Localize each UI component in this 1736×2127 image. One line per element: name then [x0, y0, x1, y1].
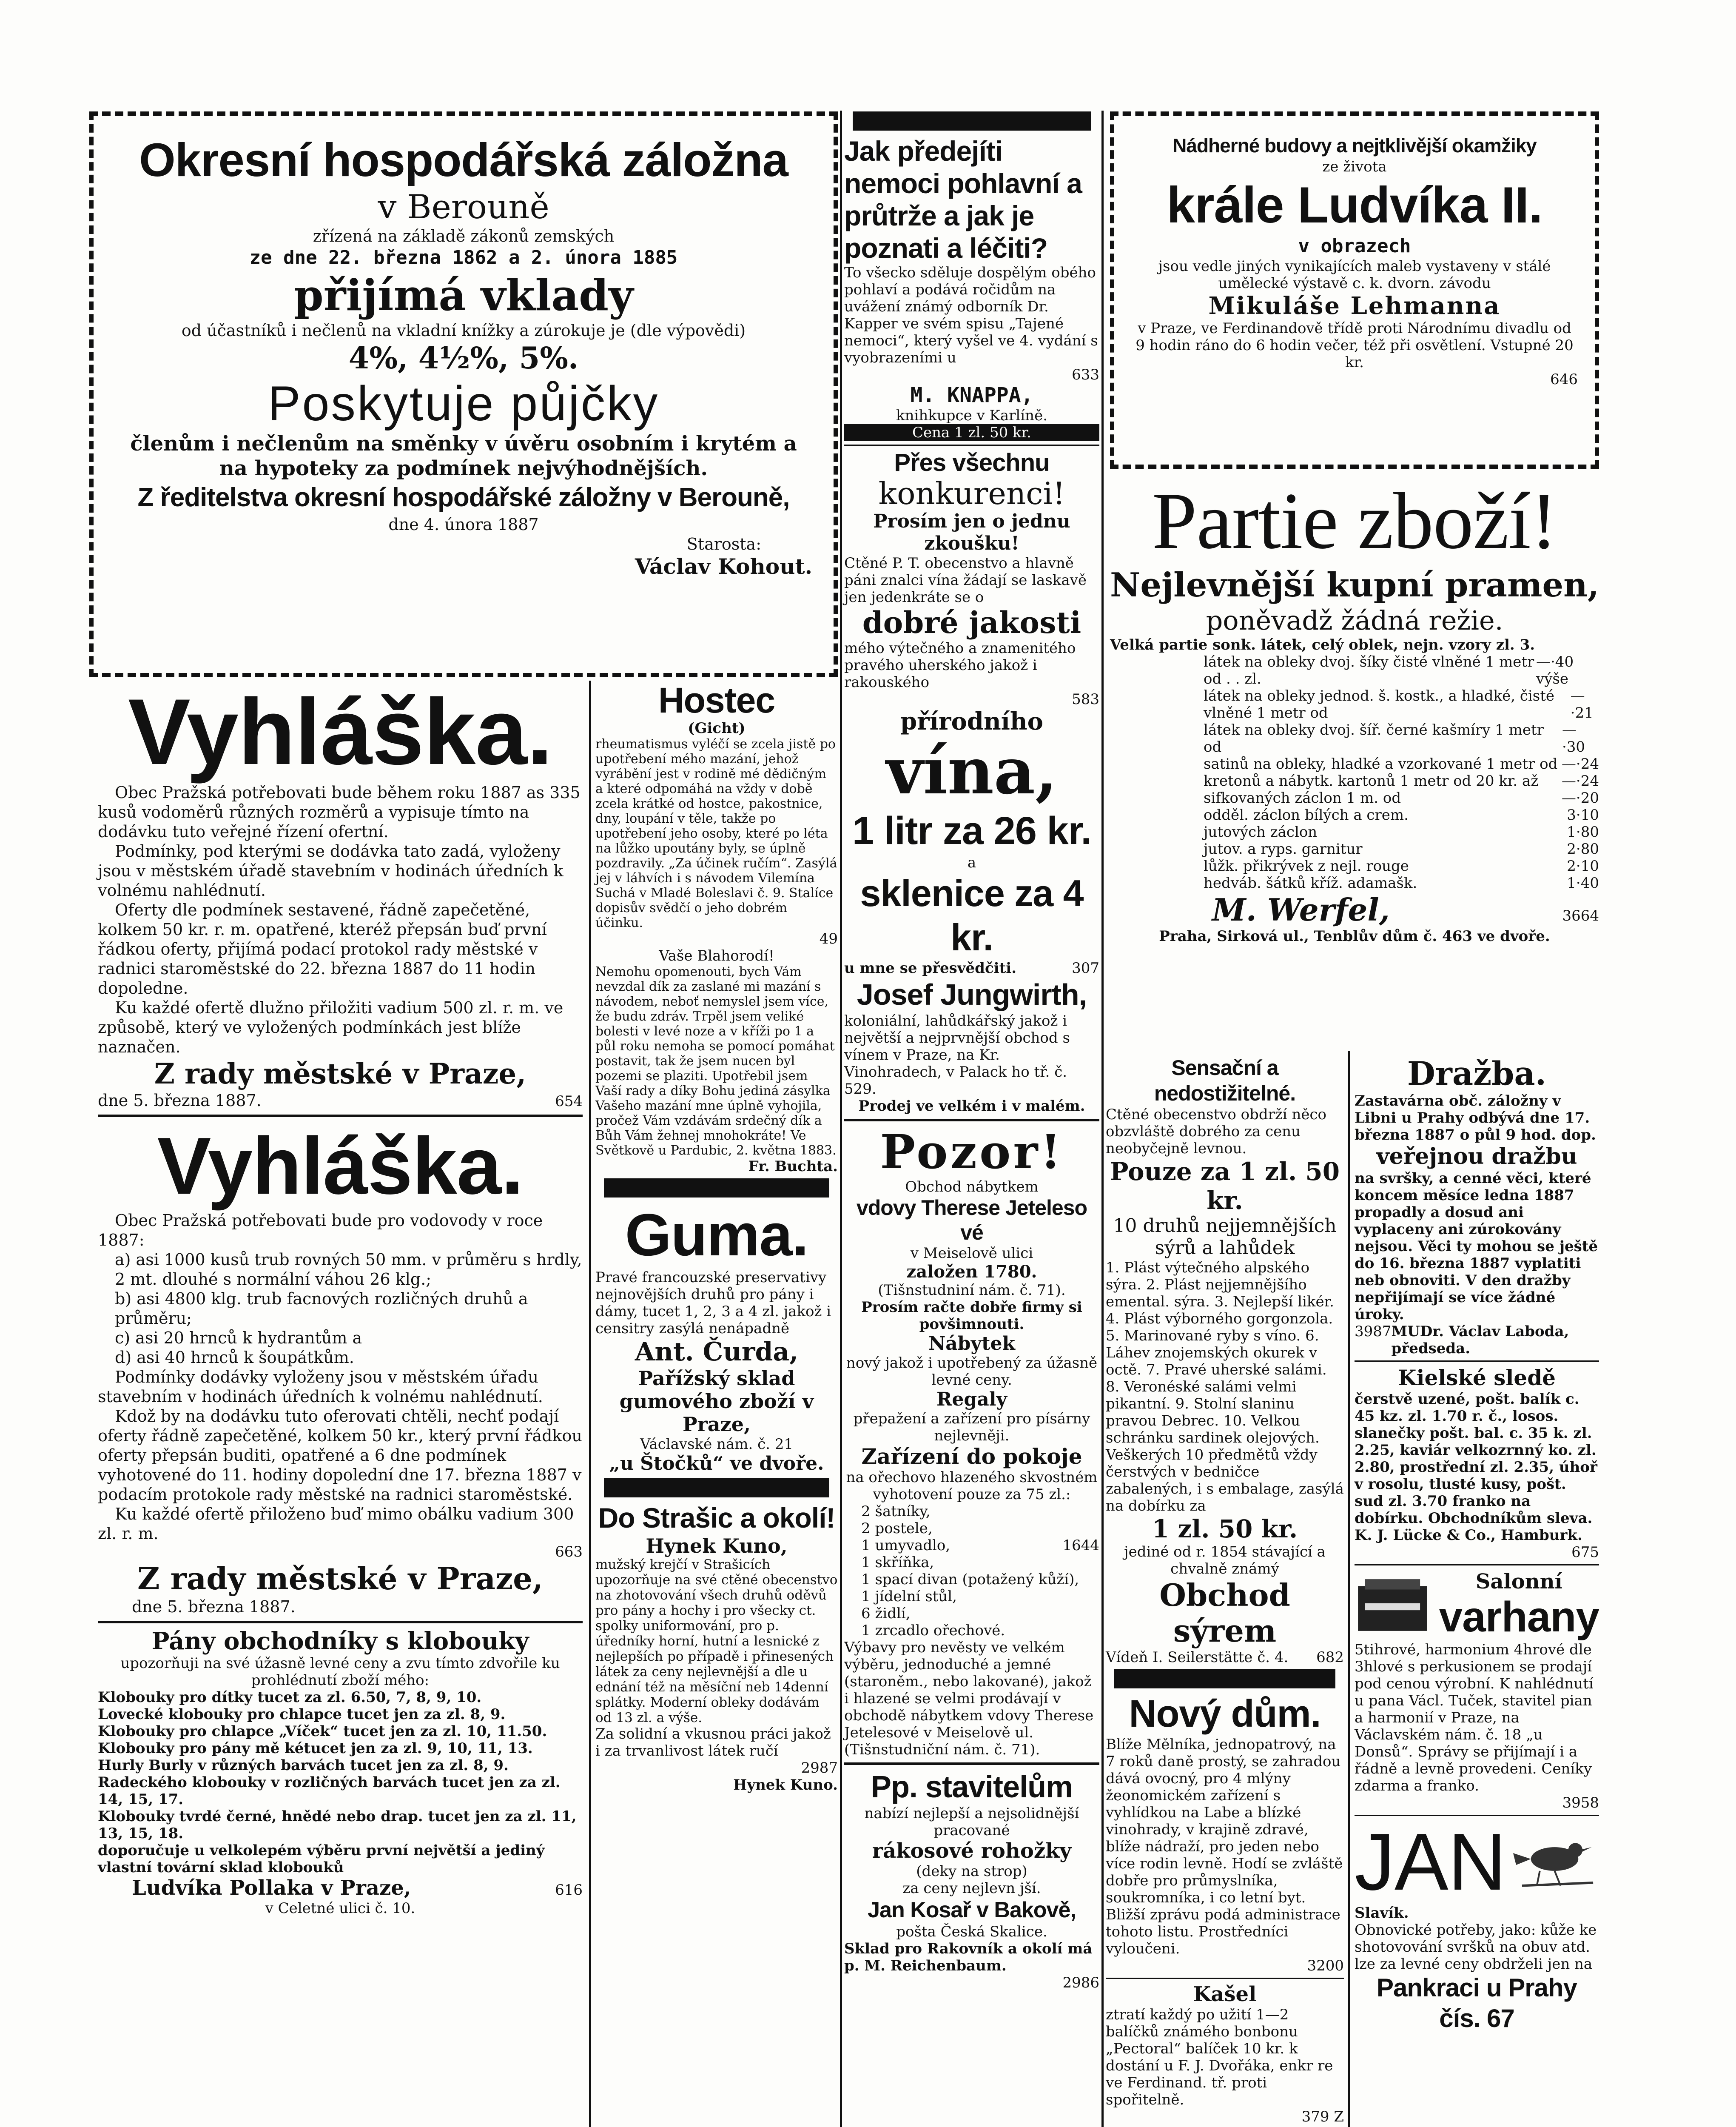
partie-sub: Nejlevnější kupní pramen, [1110, 566, 1599, 604]
stavitelum-body: nabízí nejlepší a nejsolidnější pracované [864, 1805, 1079, 1839]
decorative-bar [604, 1178, 829, 1198]
sledi-title: Kielské sledě [1398, 1365, 1556, 1390]
column-3 [844, 111, 1099, 1991]
ludvik-body: jsou vedle jiných vynikajících maleb vystaveny v stálé umělecké výstavě c. k. dvorn. závodu [1158, 258, 1551, 292]
klobouky-intro: upozorňuji na své úžasně levné ceny a zvu tímto zdvořile ku prohlédnutí zboží mého: [120, 1655, 560, 1689]
partie-row-price: 2·80 [1567, 841, 1599, 858]
stavitelum-store: Sklad pro Rakovník a okolí má p. M. Reichenbaum. [844, 1940, 1093, 1974]
stavitelum-desc: (deky na strop) [916, 1863, 1027, 1880]
drazba-signed: MUDr. Václav Laboda, předseda. [1391, 1323, 1569, 1357]
pozor-num: 1644 [1062, 1537, 1099, 1554]
strasice-body: mužský krejčí v Strašicích upozorňuje na své ctěné obecenstvo na zhotovování všech druhů oděvů pro pány a hochy i pro všecky ct. spolky uniformování, pro p. úředníky horní, hutní a lesnické z nejlepších po případě i přinesených látek za ceny nejlevnější a dle u ednání též na měsíční neb 14denní splátky. Moderní obleky dodávám od 13 zl. a výše. [595, 1557, 838, 1725]
partie-row-text: látek na obleky jednod. š. kostk., a hladké, čisté vlněné 1 metr od [1204, 687, 1554, 721]
vyhlaska2-body1: Podmínky dodávky vyloženy jsou v městském úřadu stavebním v hodinách úředních k volnému nahlédnutí. [98, 1368, 543, 1406]
partie-row [1110, 841, 1599, 858]
pozor-zarizeni: Zařízení do pokoje [861, 1444, 1082, 1469]
klobouky-line: Klobouky pro pány mě kétucet jen za zl. 9, 10, 11, 13. [98, 1740, 533, 1757]
jan-title: JAN [1355, 1817, 1506, 1907]
pohlavni-firm2: knihkupce v Karlíně. [896, 407, 1048, 424]
pozor-firm: vdovy Therese Jeteleso vé [856, 1196, 1087, 1244]
pozor-zarizeni-text: na ořechovo hlazeného skvostném vyhotovení pouze za 75 zl.: [846, 1469, 1098, 1503]
hostec-letter: Nemohu opomenouti, bych Vám nevzdal dík za zaslané mi mazání s návodem, neboť nemyslel jsem více, že budu zdráv. Trpěl jsem veliké bolesti v levé noze a v kříži po 1 a půl roku nemoha se pomocí pomáhat postavit, tak že jsem nucen byl pozemi se plaziti. Upotřebil jsem Vaší rady a díky Bohu jediná zásylka Vašeho mazání mne úplně vyhojila, pročež Vám vzdávám srdečný dík a Bůh Vám žehnej mnohokráte! Ve Světkově u Pardubic, 2. května 1883. [595, 964, 837, 1158]
pozor-regaly-text: přepažení a zařízení pro písárny nejlevněji. [853, 1410, 1090, 1444]
column-rule [1348, 1051, 1350, 2127]
pohlavni-firm: M. KNAPPA, [910, 383, 1033, 407]
column-rule [1101, 111, 1104, 2127]
ludvik-num: 646 [1550, 371, 1578, 388]
partie-num: 3664 [1562, 907, 1599, 924]
vyhlaska1-num: 654 [555, 1093, 583, 1110]
pozor-addr: (Tišnstudniní nám. č. 71). [878, 1282, 1066, 1299]
divider [844, 1762, 1099, 1765]
strasice-note: Za solidní a vkusnou práci jakož i za trvanlivost látek ručí [595, 1725, 831, 1759]
partie-row-price: —·24 [1561, 773, 1599, 790]
pozor-nabytek-text: nový jakož i upotřebený za úžasně levné ceny. [846, 1354, 1098, 1389]
decorative-bar [853, 111, 1091, 131]
vina-a: a [967, 854, 976, 871]
okresni-dates: ze dne 22. března 1862 a 2. února 1885 [249, 247, 678, 268]
vyhlaska2-num: 663 [555, 1543, 583, 1560]
harmonium-illustration [1355, 1569, 1430, 1641]
partie-row [1110, 653, 1599, 687]
guma-firm2: Pařížský sklad gumového zboží v Praze, [619, 1367, 814, 1436]
vyhlaska2-signed: Z rady městské v Praze, [137, 1560, 543, 1597]
partie-row [1110, 756, 1599, 773]
vina-head2: konkurenci! [878, 476, 1065, 511]
partie-row-text: satinů na obleky, hladké a vzorkované 1 metr od [1204, 756, 1558, 773]
partie-row [1110, 721, 1599, 756]
stavitelum-firm: Jan Kosař v Bakově, [868, 1898, 1076, 1922]
pozor-founded: založen 1780. [906, 1262, 1037, 1282]
partie-title: Partie zboží! [1152, 476, 1557, 566]
vyhlaska1-body3: Oferty dle podmínek sestavené, řádně zapečetěné, kolkem 50 kr. r. m. opatřené, kteréž přepsán buď první řádkou oferty, přijímá podací protokol rady městské v radnici staroměstské do 22. března 1887 do 11 hodin dopoledne. [98, 901, 547, 998]
vyhlaska2-item: c) asi 20 hrnců k hydrantům a [115, 1329, 362, 1347]
klobouky-address: v Celetné ulici č. 10. [265, 1900, 416, 1917]
pozor-item: 2 šatníky, [861, 1503, 931, 1520]
divider [844, 1119, 1099, 1121]
okresni-zalozna-ad [89, 111, 838, 677]
pozor-firm-intro: Obchod nábytkem [905, 1178, 1039, 1195]
pozor-plea: Prosím račte dobře firmy si povšimnouti. [861, 1299, 1082, 1333]
okresni-founded: zřízená na základě zákonů zemských [313, 227, 615, 245]
stavitelum-title: Pp. stavitelům [871, 1770, 1073, 1804]
partie-row-price: —·30 [1562, 721, 1585, 756]
okresni-accepts: přijímá vklady [293, 270, 634, 320]
ludvik-ad [1110, 111, 1599, 469]
partie-reason: poněvadž žádná režie. [1206, 605, 1503, 636]
strasice-num: 2987 [801, 1759, 838, 1776]
divider [1355, 1815, 1599, 1816]
stavitelum-product: rákosové rohožky [872, 1839, 1072, 1863]
guma-body: Pravé francouzské preservativy nejnovějších druhů pro pány i dámy, tucet 1, 2, 3 a 4 zl. jakož i censitry zasýlá nenápadně [595, 1269, 831, 1337]
vyhlaska1-body4: Ku každé ofertě dlužno přiložiti vadium 500 zl. r. m. ve způsobě, který ve vyložených podmínkách jest blíže naznačen. [98, 998, 563, 1056]
syry-kinds: 10 druhů nejjemnějších sýrů a lahůdek [1113, 1215, 1337, 1259]
okresni-loans-text: členům i nečlenům na směnky v úvěru osobním i krytém a na hypoteky za podmínek nejvýhodnějších. [130, 432, 797, 480]
pozor-street: v Meiselově ulici [910, 1245, 1033, 1262]
divider [98, 1115, 583, 1117]
partie-row-text: jutových záclon [1204, 824, 1318, 841]
vyhlaska1-title: Vyhláška. [128, 679, 552, 784]
syry-num: 682 [1316, 1649, 1344, 1666]
pozor-item: 1 skříňka, [861, 1554, 934, 1571]
hostec-sub: (Gicht) [688, 720, 746, 737]
divider [844, 445, 1099, 446]
vyhlaska2-item: d) asi 40 hrnců k šoupátkům. [115, 1348, 354, 1367]
vyhlaska2-intro: Obec Pražská potřebovati bude pro vodovody v roce 1887: [98, 1211, 543, 1249]
ludvik-king: krále Ludvíka II. [1167, 177, 1542, 234]
drazba-num: 3987 [1355, 1323, 1392, 1340]
stavitelum-num: 2986 [1062, 1974, 1099, 1991]
partie-row-price: 3·10 [1567, 807, 1599, 824]
vina-glass: sklenice za 4 kr. [860, 872, 1084, 958]
pohlavni-title: Jak předejíti nemoci pohlavní a průtrže a jak je poznati a léčiti? [844, 135, 1082, 264]
drazba-public: veřejnou dražbu [1376, 1143, 1577, 1169]
strasice-signed: Hynek Kuno. [733, 1776, 838, 1793]
partie-row-text: hedváb. šátků kříž. adamašk. [1204, 875, 1417, 892]
klobouky-line: Klobouky pro dítky tucet za zl. 6.50, 7, 8, 9, 10. [98, 1689, 482, 1706]
ludvik-pictures: v obrazech [1298, 235, 1411, 257]
syry-body: Ctěné obecenstvo obdrží něco obzvláště dobrého za cenu neobyčejně levnou. [1106, 1106, 1327, 1157]
jan-body: Obnovické potřeby, jako: kůže ke shotovování svršků na obuv atd. lze za levné ceny obdrželi jen na [1355, 1922, 1597, 1973]
column-2 [595, 681, 838, 1793]
ludvik-firm: Mikuláše Lehmanna [1208, 292, 1501, 320]
dum-body: Blíže Mělníka, jednopatrový, na 7 roků daně prostý, se zahradou dává ovocný, pro 4 mlýny žeonomickém zařízení s vyhlídkou na Labe a blízké vinohrady, v krajině zdravé, blíže nádraží, pro jeden nebo více rodin levně. Hodí se zvláště dobře pro průmyslníka, soukromníka, i co letní byt. Bližší zprávu podá administrace tohoto listu. Prostředníci vyloučeni. [1106, 1736, 1343, 1957]
pozor-title: Pozor! [880, 1124, 1064, 1179]
pohlavni-num: 633 [1072, 366, 1099, 383]
sledi-num: 675 [1571, 1544, 1599, 1561]
hostec-signed: Fr. Buchta. [748, 1158, 838, 1175]
ludvik-sub: ze života [1322, 158, 1387, 175]
column-5 [1355, 1055, 1599, 2034]
vyhlaska1-date: dne 5. března 1887. [98, 1091, 262, 1110]
syry-price2: 1 zl. 50 kr. [1152, 1514, 1298, 1543]
okresni-starosta: Václav Kohout. [635, 554, 812, 579]
klobouky-line: Klobouky pro chlapce „Víček“ tucet jen za zl. 10, 11.50. [98, 1723, 547, 1740]
divider [1355, 1564, 1599, 1565]
nightingale-bird-icon [1510, 1819, 1599, 1905]
ludvik-title: Nádherné budovy a nejtklivější okamžiky [1173, 134, 1537, 157]
okresni-rates: 4%, 4½%, 5%. [348, 340, 579, 376]
syry-firm: Obchod sýrem [1159, 1577, 1290, 1649]
syry-price: Pouze za 1 zl. 50 kr. [1110, 1157, 1340, 1215]
pozor-item: 1 jídelní stůl, [861, 1588, 957, 1605]
vina-num: 583 [1072, 691, 1099, 708]
ludvik-body2: v Praze, ve Ferdinandově třídě proti Národnímu divadlu od 9 hodin ráno do 6 hodin večer, též při osvětlení. Vstupné 20 kr. [1136, 320, 1574, 371]
column-1 [98, 681, 583, 1917]
guma-house: „u Štočků“ ve dvoře. [609, 1453, 824, 1474]
klobouky-title: Pány obchodníky s klobouky [151, 1627, 529, 1655]
vina-num2: 307 [1072, 960, 1099, 977]
pozor-item: 2 postele, [861, 1520, 933, 1537]
okresni-directorate: Z ředitelstva okresní hospodářské záložny v Berouně, [137, 483, 790, 512]
vyhlaska2-body2: Kdož by na dodávku tuto oferovati chtěli, nechť podají oferty řádně zapečetěné, kolkem 50 kr., který první řádkou oferty přepsán buditi, opatřené a 6 dne podmínek vyhotovené do 11. hodiny dopolední dne 17. března 1887 v podacím protokole rady městské na radnici staroměstské. [98, 1407, 582, 1504]
vyhlaska1-body2: Podmínky, pod kterými se dodávka tato zadá, vyloženy jsou v městském úřadě stavebním v hodinách úředních k volnému nahlédnutí. [98, 842, 563, 900]
dum-num: 3200 [1307, 1957, 1344, 1974]
vina-head: Přes všechnu [894, 449, 1050, 476]
partie-row-price: —·40 výše [1536, 653, 1574, 687]
partie-row-text: lůžk. přikrývek z nejl. rouge [1204, 858, 1409, 875]
kasel-title: Kašel [1193, 1982, 1257, 2006]
klobouky-line: Hurly Burly v různých barvách tucet jen za zl. 8, 9. [98, 1757, 509, 1774]
dum-title: Nový dům. [1129, 1693, 1321, 1735]
divider [98, 1621, 583, 1623]
okresni-starosta-label: Starosta: [686, 535, 761, 553]
pozor-regaly: Regaly [936, 1389, 1007, 1410]
partie-row-text: látek na obleky dvoj. šíř. černé kašmíry 1 metr od [1204, 721, 1544, 756]
vina-litre: 1 litr za 26 kr. [852, 809, 1091, 853]
syry-address: Vídeň I. Seilerstätte č. 4. [1106, 1649, 1289, 1666]
divider [1106, 1978, 1344, 1979]
guma-title: Guma. [625, 1201, 808, 1268]
vyhlaska2-date: dne 5. března 1887. [132, 1597, 296, 1616]
syry-since: jediné od r. 1854 stávající a chvalně známý [1124, 1543, 1326, 1577]
vyhlaska1-signed: Z rady městské v Praze, [154, 1057, 526, 1090]
kasel-body: ztratí každý po užití 1—2 balíčků známého bonbonu „Pectoral“ balíček 10 kr. k dostání u F. J. Dvořáka, enkr re ve Ferdinand. tř. proti spořitelně. [1106, 2006, 1333, 2108]
column-rule [589, 681, 591, 2127]
column-rule [840, 111, 842, 2127]
pohlavni-price: Cena 1 zl. 50 kr. [844, 424, 1099, 441]
vyhlaska2-item: b) asi 4800 klg. trub facnových rozličných druhů a průměru; [115, 1289, 528, 1328]
divider [1355, 1360, 1599, 1362]
column-4 [1106, 1055, 1344, 2125]
partie-row-text: jutov. a ryps. garnitur [1204, 841, 1363, 858]
vina-plea: Prosím jen o jednu zkoušku! [873, 510, 1070, 554]
pozor-item: 1 zrcadlo ořechové. [861, 1622, 1005, 1639]
guma-firm: Ant. Čurda, [635, 1337, 799, 1367]
vina-body: Ctěné P. T. obecenstvo a hlavně páni znalci vína žádají se laskavě jen jedenkráte se o [844, 555, 1087, 606]
okresni-date: dne 4. února 1887 [388, 515, 539, 534]
decorative-bar [1114, 1669, 1335, 1688]
klobouky-line: Klobouky tvrdé černé, hnědé nebo drap. tucet jen za zl. 11, 13, 15, 18. [98, 1808, 577, 1842]
hostec-title: Hostec [658, 680, 775, 720]
okresni-loans: Poskytuje půjčky [268, 376, 660, 431]
pozor-item: 1 umyvadlo, [861, 1537, 951, 1554]
drazba-body: Zastavárna obč. záložny v Libni u Prahy odbývá dne 17. března 1887 o půl 9 hod. dop. [1355, 1092, 1596, 1143]
syry-title: Sensační a nedostižitelné. [1154, 1056, 1296, 1105]
klobouky-firm: Ludvíka Pollaka v Praze, [132, 1876, 411, 1900]
kasel-num: 379 Z [1301, 2108, 1344, 2125]
vina-firm: Josef Jungwirth, [857, 978, 1087, 1011]
vina-quality: dobré jakosti [862, 605, 1081, 640]
decorative-bar [604, 1478, 829, 1497]
vina-sale: Prodej ve velkém i v malém. [858, 1098, 1085, 1115]
partie-row-price: —·20 [1561, 790, 1599, 807]
vina-convince: u mne se přesvědčiti. [844, 960, 1017, 977]
vyhlaska2-body3: Ku každé ofertě přiloženo buď mimo obálku vadium 300 zl. r. m. [98, 1505, 574, 1543]
varhany-num: 3958 [1562, 1794, 1599, 1811]
strasice-firm: Hynek Kuno, [646, 1534, 788, 1557]
partie-row [1110, 824, 1599, 841]
partie-row-price: —·21 [1570, 687, 1594, 721]
syry-list: 1. Plást výtečného alpského sýra. 2. Plást nejjemnějšího emental. sýra. 3. Nejlepší likér. 4. Plást výborného gorgonzola. 5. Marinované ryby s víno. 6. Láhev znojemských okurek v octě. 7. Pravé uherské salámi. 8. Veronéské salámi velmi pikantní. 9. Stolní slaninu pravou Debrec. 10. Velkou schránku sardinek olejových. Veškerých 10 předmětů vždy čerstvých v bedničce zabalených, i s embalage, zasýlá na dobírku za [1106, 1259, 1344, 1514]
partie-row [1110, 807, 1599, 824]
partie-row [1110, 687, 1599, 721]
partie-row [1110, 858, 1599, 875]
okresni-place: v Berouně [378, 188, 549, 226]
klobouky-line: Lovecké klobouky pro chlapce tucet jen za zl. 8, 9. [98, 1706, 506, 1723]
hostec-num: 49 [819, 930, 838, 947]
vina-natural: přírodního [900, 707, 1043, 736]
varhany-label: Salonní [1475, 1570, 1562, 1594]
partie-row-text: odděl. záclon bílých a crem. [1204, 807, 1409, 824]
klobouky-recommend: doporučuje u velkolepém výběru první největší a jediný vlastní tovární sklad klobouků [98, 1842, 545, 1876]
partie-row [1110, 875, 1599, 892]
partie-firm: M. Werfel, [1212, 892, 1390, 928]
vina-body2: mého výtečného a znamenitého pravého uherského jakož i rakouského [844, 640, 1076, 691]
vyhlaska2-item: a) asi 1000 kusů trub rovných 50 mm. v průměru s hrdly, 2 mt. dlouhé s normální váhou 26 klg.; [115, 1250, 582, 1289]
pozor-body: Výbavy pro nevěsty ve velkém výběru, jednoduché a jemné (staroněm., nebo lakované), jakož i hlazené se velmi prodávají v obchodě nábytkem vdovy Therese Jetelesové v Meiselově ul. (Tišnstudniční nám. č. 71). [844, 1639, 1094, 1758]
varhany-body: 5tihrové, harmonium 4hrové dle 3hlové s perkusionem se prodají pod cenou výrobní. K nahlédnutí u pana Václ. Tuček, stavitel pian a harmonií v Praze, na Václavském nám. č. 18 „u Donsů“. Správy se přijímají i a řádně a levně provedeni. Ceníky zdarma a franko. [1355, 1641, 1594, 1794]
klobouky-num: 616 [555, 1882, 583, 1899]
partie-row [1110, 773, 1599, 790]
drazba-body2: na svršky, a cenné věci, které koncem měsíce ledna 1887 propadly a dosud ani vyplaceny ani zúrokovány nejsou. Věci ty mohou se ještě do 16. března 1887 vyplatiti neb obnoviti. V den dražby nepřijímají se více žádné úroky. [1355, 1170, 1598, 1323]
jan-bird: Slavík. [1355, 1905, 1409, 1922]
partie-row-text: sifkovaných záclon 1 m. od [1204, 790, 1401, 807]
partie-row-text: kretonů a nábytk. kartonů 1 metr od 20 kr. až [1204, 773, 1539, 790]
guma-address: Václavské nám. č. 21 [640, 1436, 794, 1453]
partie-row-text: látek na obleky dvoj. šíky čisté vlněné 1 metr od . . zl. [1204, 653, 1534, 687]
vina-wine: vína, [886, 734, 1058, 809]
vina-firm-text: koloniální, lahůdkářský jakož i největší a nejprvnější obchod s vínem v Praze, na Kr. Vinohradech, v Palack ho tř. č. 529. [844, 1012, 1070, 1098]
pozor-item: 6 židlí, [861, 1605, 911, 1622]
stavitelum-post: pošta Česká Skalice. [896, 1923, 1047, 1940]
partie-ad [1110, 476, 1599, 945]
strasice-title: Do Strašic a okolí! [598, 1502, 835, 1534]
jan-address: Pankraci u Prahy čís. 67 [1377, 1973, 1577, 2033]
partie-row-price: 1·40 [1567, 875, 1599, 892]
partie-address: Praha, Sirková ul., Tenblův dům č. 463 ve dvoře. [1159, 928, 1550, 945]
pohlavni-body: To všecko sděluje dospělým obého pohlaví a podává ročidům na uvážení známý odborník Dr. Kapper ve svém spisu „Tajené nemoci“, který vyšel ve 4. vydání s vyobrazeními u [844, 264, 1098, 366]
stavitelum-price: za ceny nejlevn jší. [902, 1880, 1041, 1897]
vyhlaska1-body1: Obec Pražská potřebovati bude během roku 1887 as 335 kusů vodoměrů různých rozměrů a vypisuje tímto na dodávku tuto veřejné řízení ofertní. [98, 783, 581, 841]
okresni-title: Okresní hospodářská záložna [139, 134, 788, 186]
partie-row-price: —·24 [1561, 756, 1599, 773]
varhany-title: varhany [1439, 1593, 1599, 1641]
partie-row-price: 1·80 [1567, 824, 1599, 841]
partie-intro: Velká partie sonk. látek, celý oblek, nejn. vzory zl. 3. [1110, 636, 1535, 653]
pozor-nabytek: Nábytek [928, 1333, 1015, 1354]
pozor-item: 1 spací divan (potažený kůží), [861, 1571, 1079, 1588]
sledi-body: čerstvě uzené, pošt. balík c. 45 kz. zl. 1.70 r. č., losos. slanečky pošt. bal. c. 35 k. zl. 2.25, kaviár velkozrnný ko. zl. 2.80, prostřední zl. 2.35, úhoř v rosolu, tlusté kusy, pošt. sud zl. 3.70 franko na dobírku. Obchodníkům sleva. K. J. Lücke & Co., Hamburk. [1355, 1391, 1597, 1544]
klobouky-line: Radeckého klobouky v rozličných barvách tucet jen za zl. 14, 15, 17. [98, 1774, 561, 1808]
drazba-title: Dražba. [1407, 1055, 1547, 1092]
hostec-body: rheumatismus vyléčí se zcela jistě po upotřebení mého mazání, jehož vyrábění jest v rodině mé dědičným a které odpomáhá na vždy v době zcela krátké od hostce, pakostnice, dny, loupání v těle, takže po upotřebení jeho osoby, které po léta na lůžko upoutány byly, se úplně pozdravily. „Za účinek ručím“. Zasýlá jej v láhvích i s návodem Vilemína Suchá v Mladé Boleslavi č. 9. Stalíce dopisův svědčí o jeho dobrém účinku. [595, 737, 837, 930]
partie-row [1110, 790, 1599, 807]
partie-row-price: 2·10 [1567, 858, 1599, 875]
hostec-letter-head: Vaše Blahorodí! [659, 947, 774, 964]
vyhlaska2-title: Vyhláška. [157, 1121, 524, 1211]
okresni-deposit-note: od účastníků i nečlenů na vkladní knížky a zúrokuje je (dle výpovědi) [181, 321, 746, 340]
